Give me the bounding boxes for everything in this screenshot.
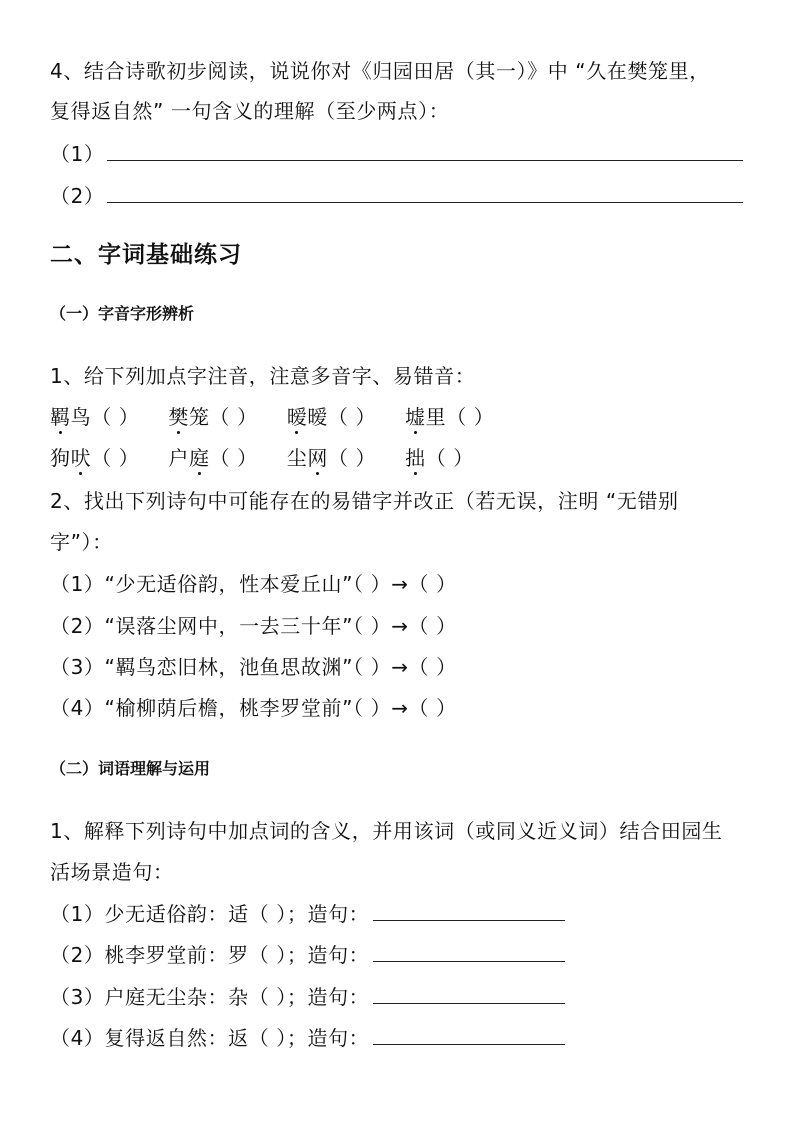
vocab-item-text: （1）少无适俗韵：适（ ）；造句： [50, 902, 370, 926]
q4-prompt-line1: 4、结合诗歌初步阅读，说说你对《归园田居（其一）》中 “久在樊笼里， [50, 59, 710, 83]
q4-answer-row-2 [50, 182, 750, 210]
subsection-title-pronunciation: （一）字音字形辨析 [50, 304, 195, 323]
answer-blank[interactable] [107, 184, 743, 203]
vocab-item-text: （2）桃李罗堂前：罗（ ）；造句： [50, 943, 370, 967]
pronunciation-item: 樊笼（ ） [168, 405, 258, 429]
pronunciation-item: 尘网（ ） [286, 446, 377, 470]
typo-item-1: （1）“少无适俗韵，性本爱丘山”（ ）→（ ） [50, 572, 457, 596]
section-title: 二、字词基础练习 [50, 242, 242, 268]
vocab-prompt-line2: 活场景造句： [50, 860, 174, 884]
pronunciation-item: 狗吠（ ） [50, 446, 140, 470]
pronunciation-item: 拙（ ） [405, 446, 474, 470]
pronunciation-item: 墟里（ ） [405, 405, 495, 429]
typo-item-2: （2）“误落尘网中，一去三十年”（ ）→（ ） [50, 614, 457, 638]
typo-item-4: （4）“榆柳荫后檐，桃李罗堂前”（ ）→（ ） [50, 696, 457, 720]
answer-number: （1） [50, 142, 105, 166]
typo-prompt-line2: 字”）： [50, 530, 113, 554]
sentence-blank[interactable] [373, 902, 565, 921]
vocab-item-text: （4）复得返自然：返（ ）；造句： [50, 1026, 370, 1050]
subsection-title-vocabulary: （二）词语理解与运用 [50, 759, 211, 778]
sentence-blank[interactable] [373, 1026, 565, 1045]
pronunciation-item: 户庭（ ） [168, 446, 258, 470]
pronunciation-row-2 [50, 444, 750, 472]
vocab-item-2 [50, 941, 750, 969]
pronunciation-item: 羁鸟（ ） [50, 405, 140, 429]
pronunciation-row-1 [50, 403, 750, 431]
pronunciation-prompt: 1、给下列加点字注音，注意多音字、易错音： [50, 364, 476, 388]
pronunciation-item: 暧暧（ ） [286, 405, 377, 429]
vocab-prompt-line1: 1、解释下列诗句中加点词的含义，并用该词（或同义近义词）结合田园生 [50, 819, 723, 843]
sentence-blank[interactable] [373, 985, 565, 1004]
typo-item-3: （3）“羁鸟恋旧林，池鱼思故渊”（ ）→（ ） [50, 655, 457, 679]
vocab-item-1 [50, 900, 750, 928]
typo-prompt-line1: 2、找出下列诗句中可能存在的易错字并改正（若无误，注明 “无错别 [50, 489, 679, 513]
answer-number: （2） [50, 184, 105, 208]
q4-answer-row-1 [50, 140, 750, 168]
vocab-item-text: （3）户庭无尘杂：杂（ ）；造句： [50, 985, 370, 1009]
vocab-item-4 [50, 1024, 750, 1052]
answer-blank[interactable] [107, 142, 743, 161]
vocab-item-3 [50, 983, 750, 1011]
q4-prompt-line2: 复得返自然” 一句含义的理解（至少两点）： [50, 99, 450, 123]
sentence-blank[interactable] [373, 943, 565, 962]
